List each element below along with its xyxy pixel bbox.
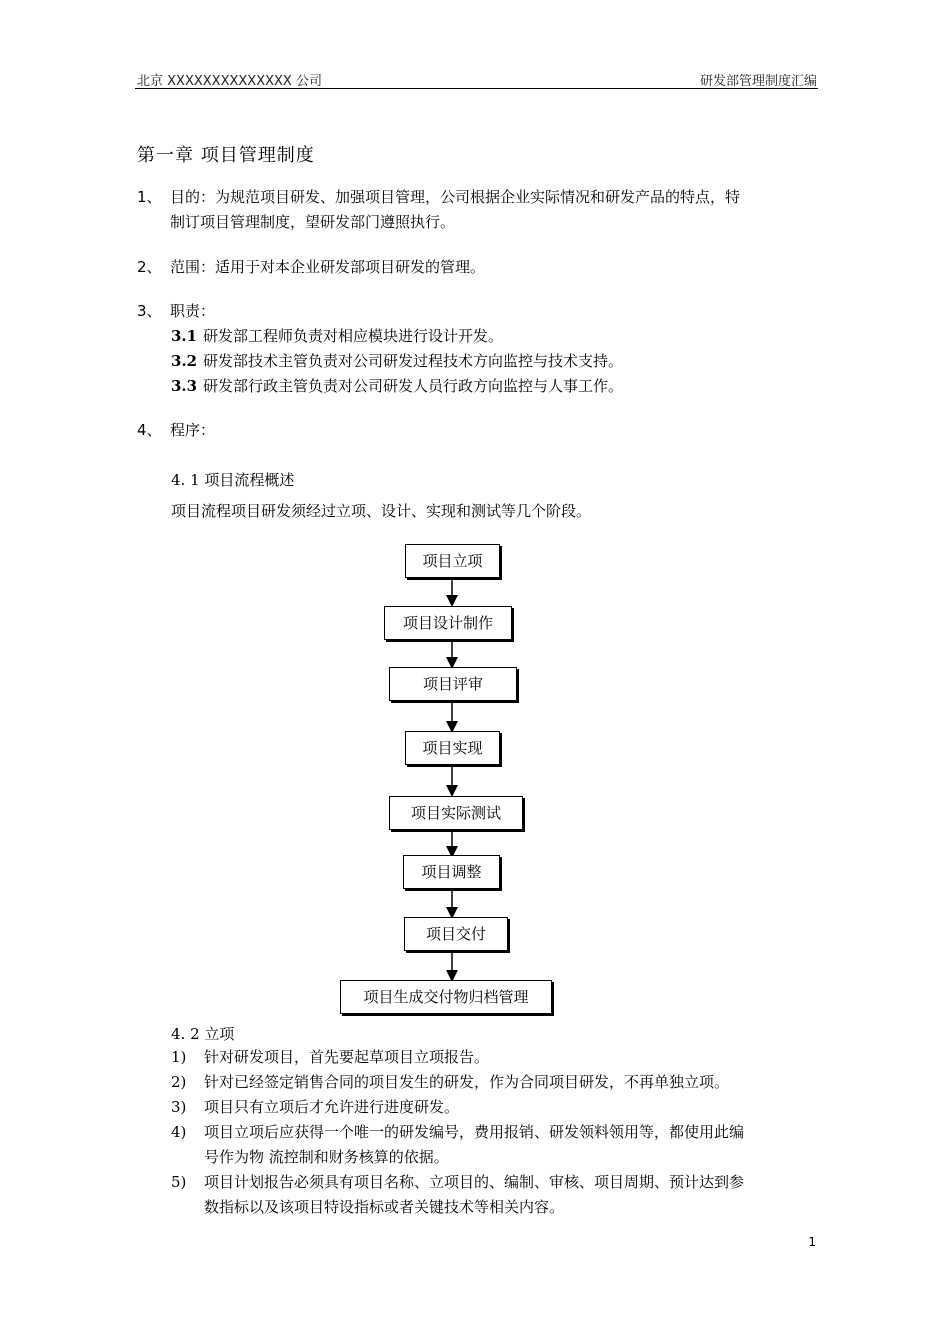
list-text: 针对研发项目，首先要起草项目立项报告。 [204,1048,490,1066]
flow-step: 项目实际测试 [389,796,523,830]
list-number: 2) [171,1073,187,1091]
flow-step: 项目实现 [405,731,500,765]
section-keyword: 程序： [170,421,216,439]
duty-number: 3.1 [171,327,198,345]
header-right: 研发部管理制度汇编 [699,74,817,89]
flow-step: 项目交付 [404,917,508,951]
section-number: 3、 [137,302,162,320]
list-number: 5) [171,1173,187,1191]
header-left: 北京 XXXXXXXXXXXXXX 公司 [137,74,322,89]
section-text: 为规范项目研发、加强项目管理，公司根据企业实际情况和研发产品的特点，特 [215,188,741,206]
list-number: 4) [171,1123,187,1141]
duty-number: 3.3 [171,377,198,395]
page-number: 1 [808,1235,816,1249]
duty-text: 研发部工程师负责对相应模块进行设计开发。 [203,327,504,345]
section-keyword: 目的： [170,188,216,206]
chapter-title: 第一章 项目管理制度 [137,145,315,166]
list-text: 项目计划报告必须具有项目名称、立项目的、编制、审核、项目周期、预计达到参 [204,1173,745,1191]
subsection-title: 4. 2 立项 [171,1025,235,1043]
list-text-cont: 数指标以及该项目特设指标或者关键技术等相关内容。 [204,1198,565,1216]
list-number: 3) [171,1098,187,1116]
section-number: 4、 [137,421,162,439]
flow-step: 项目评审 [389,667,517,701]
section-text: 适用于对本企业研发部项目研发的管理。 [215,258,486,276]
section-number: 2、 [137,258,162,276]
flow-step: 项目设计制作 [384,606,512,640]
subsection-title: 4. 1 项目流程概述 [171,471,295,489]
list-text: 针对已经签定销售合同的项目发生的研发，作为合同项目研发，不再单独立项。 [204,1073,730,1091]
flow-step: 项目立项 [405,544,500,578]
subsection-text: 项目流程项目研发须经过立项、设计、实现和测试等几个阶段。 [171,502,592,520]
list-number: 1) [171,1048,187,1066]
list-text: 项目只有立项后才允许进行进度研发。 [204,1098,460,1116]
list-text: 项目立项后应获得一个唯一的研发编号，费用报销、研发领料领用等，都使用此编 [204,1123,745,1141]
list-text-cont: 号作为物 流控制和财务核算的依据。 [204,1148,449,1166]
section-keyword: 范围： [170,258,216,276]
flow-step: 项目生成交付物归档管理 [340,980,552,1014]
section-keyword: 职责： [170,302,216,320]
section-text-cont: 制订项目管理制度，望研发部门遵照执行。 [170,213,456,231]
flow-step: 项目调整 [403,855,500,889]
section-number: 1、 [137,188,162,206]
duty-number: 3.2 [171,352,198,370]
duty-text: 研发部技术主管负责对公司研发过程技术方向监控与技术支持。 [203,352,624,370]
duty-text: 研发部行政主管负责对公司研发人员行政方向监控与人事工作。 [203,377,624,395]
